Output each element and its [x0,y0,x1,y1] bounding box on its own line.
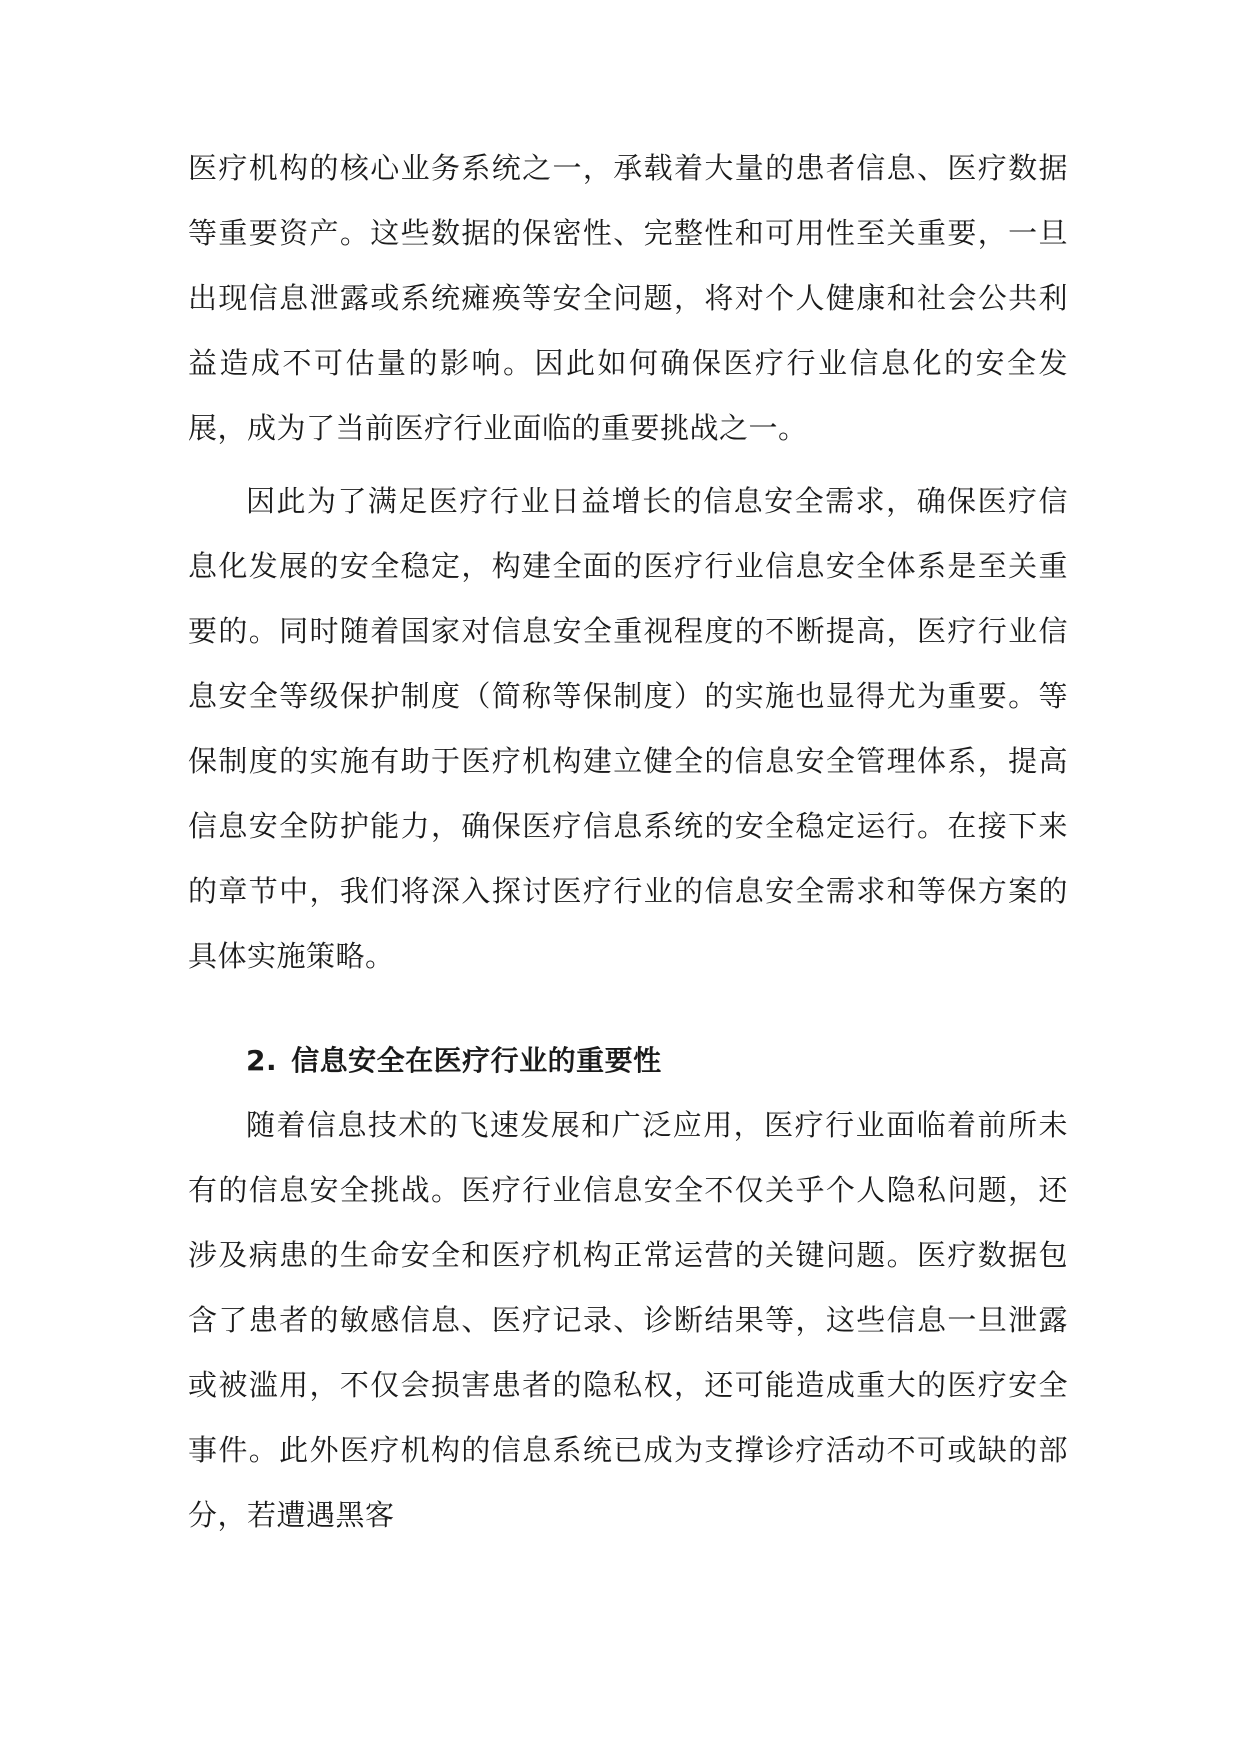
section-spacer [188,989,1068,1037]
paragraph-spacer [188,461,1068,469]
heading-spacer [188,1085,1068,1093]
section-number: 2. [246,1044,278,1077]
section-heading [188,1037,1068,1085]
paragraph-security-needs: 因此为了满足医疗行业日益增长的信息安全需求，确保医疗信息化发展的安全稳定，构建全面的医疗行业信息安全体系是至关重要的。同时随着国家对信息安全重视程度的不断提高，医疗行业信息安全等级保护制度（简称等保制度）的实施也显得尤为重要。等保制度的实施有助于医疗机构建立健全的信息安全管理体系，提高信息安全防护能力，确保医疗信息系统的安全稳定运行。在接下来的章节中，我们将深入探讨医疗行业的信息安全需求和等保方案的具体实施策略。 [188,484,1068,973]
document-page [188,136,1068,1548]
section-title: 信息安全在医疗行业的重要性 [291,1044,662,1077]
paragraph-importance: 随着信息技术的飞速发展和广泛应用，医疗行业面临着前所未有的信息安全挑战。医疗行业信息安全不仅关乎个人隐私问题，还涉及病患的生命安全和医疗机构正常运营的关键问题。医疗数据包含了患者的敏感信息、医疗记录、诊断结果等，这些信息一旦泄露或被滥用，不仅会损害患者的隐私权，还可能造成重大的医疗安全事件。此外医疗机构的信息系统已成为支撑诊疗活动不可或缺的部分，若遭遇黑客 [188,1108,1068,1532]
paragraph-continued: 医疗机构的核心业务系统之一，承载着大量的患者信息、医疗数据等重要资产。这些数据的保密性、完整性和可用性至关重要，一旦出现信息泄露或系统瘫痪等安全问题，将对个人健康和社会公共利益造成不可估量的影响。因此如何确保医疗行业信息化的安全发展，成为了当前医疗行业面临的重要挑战之一。 [188,151,1068,445]
